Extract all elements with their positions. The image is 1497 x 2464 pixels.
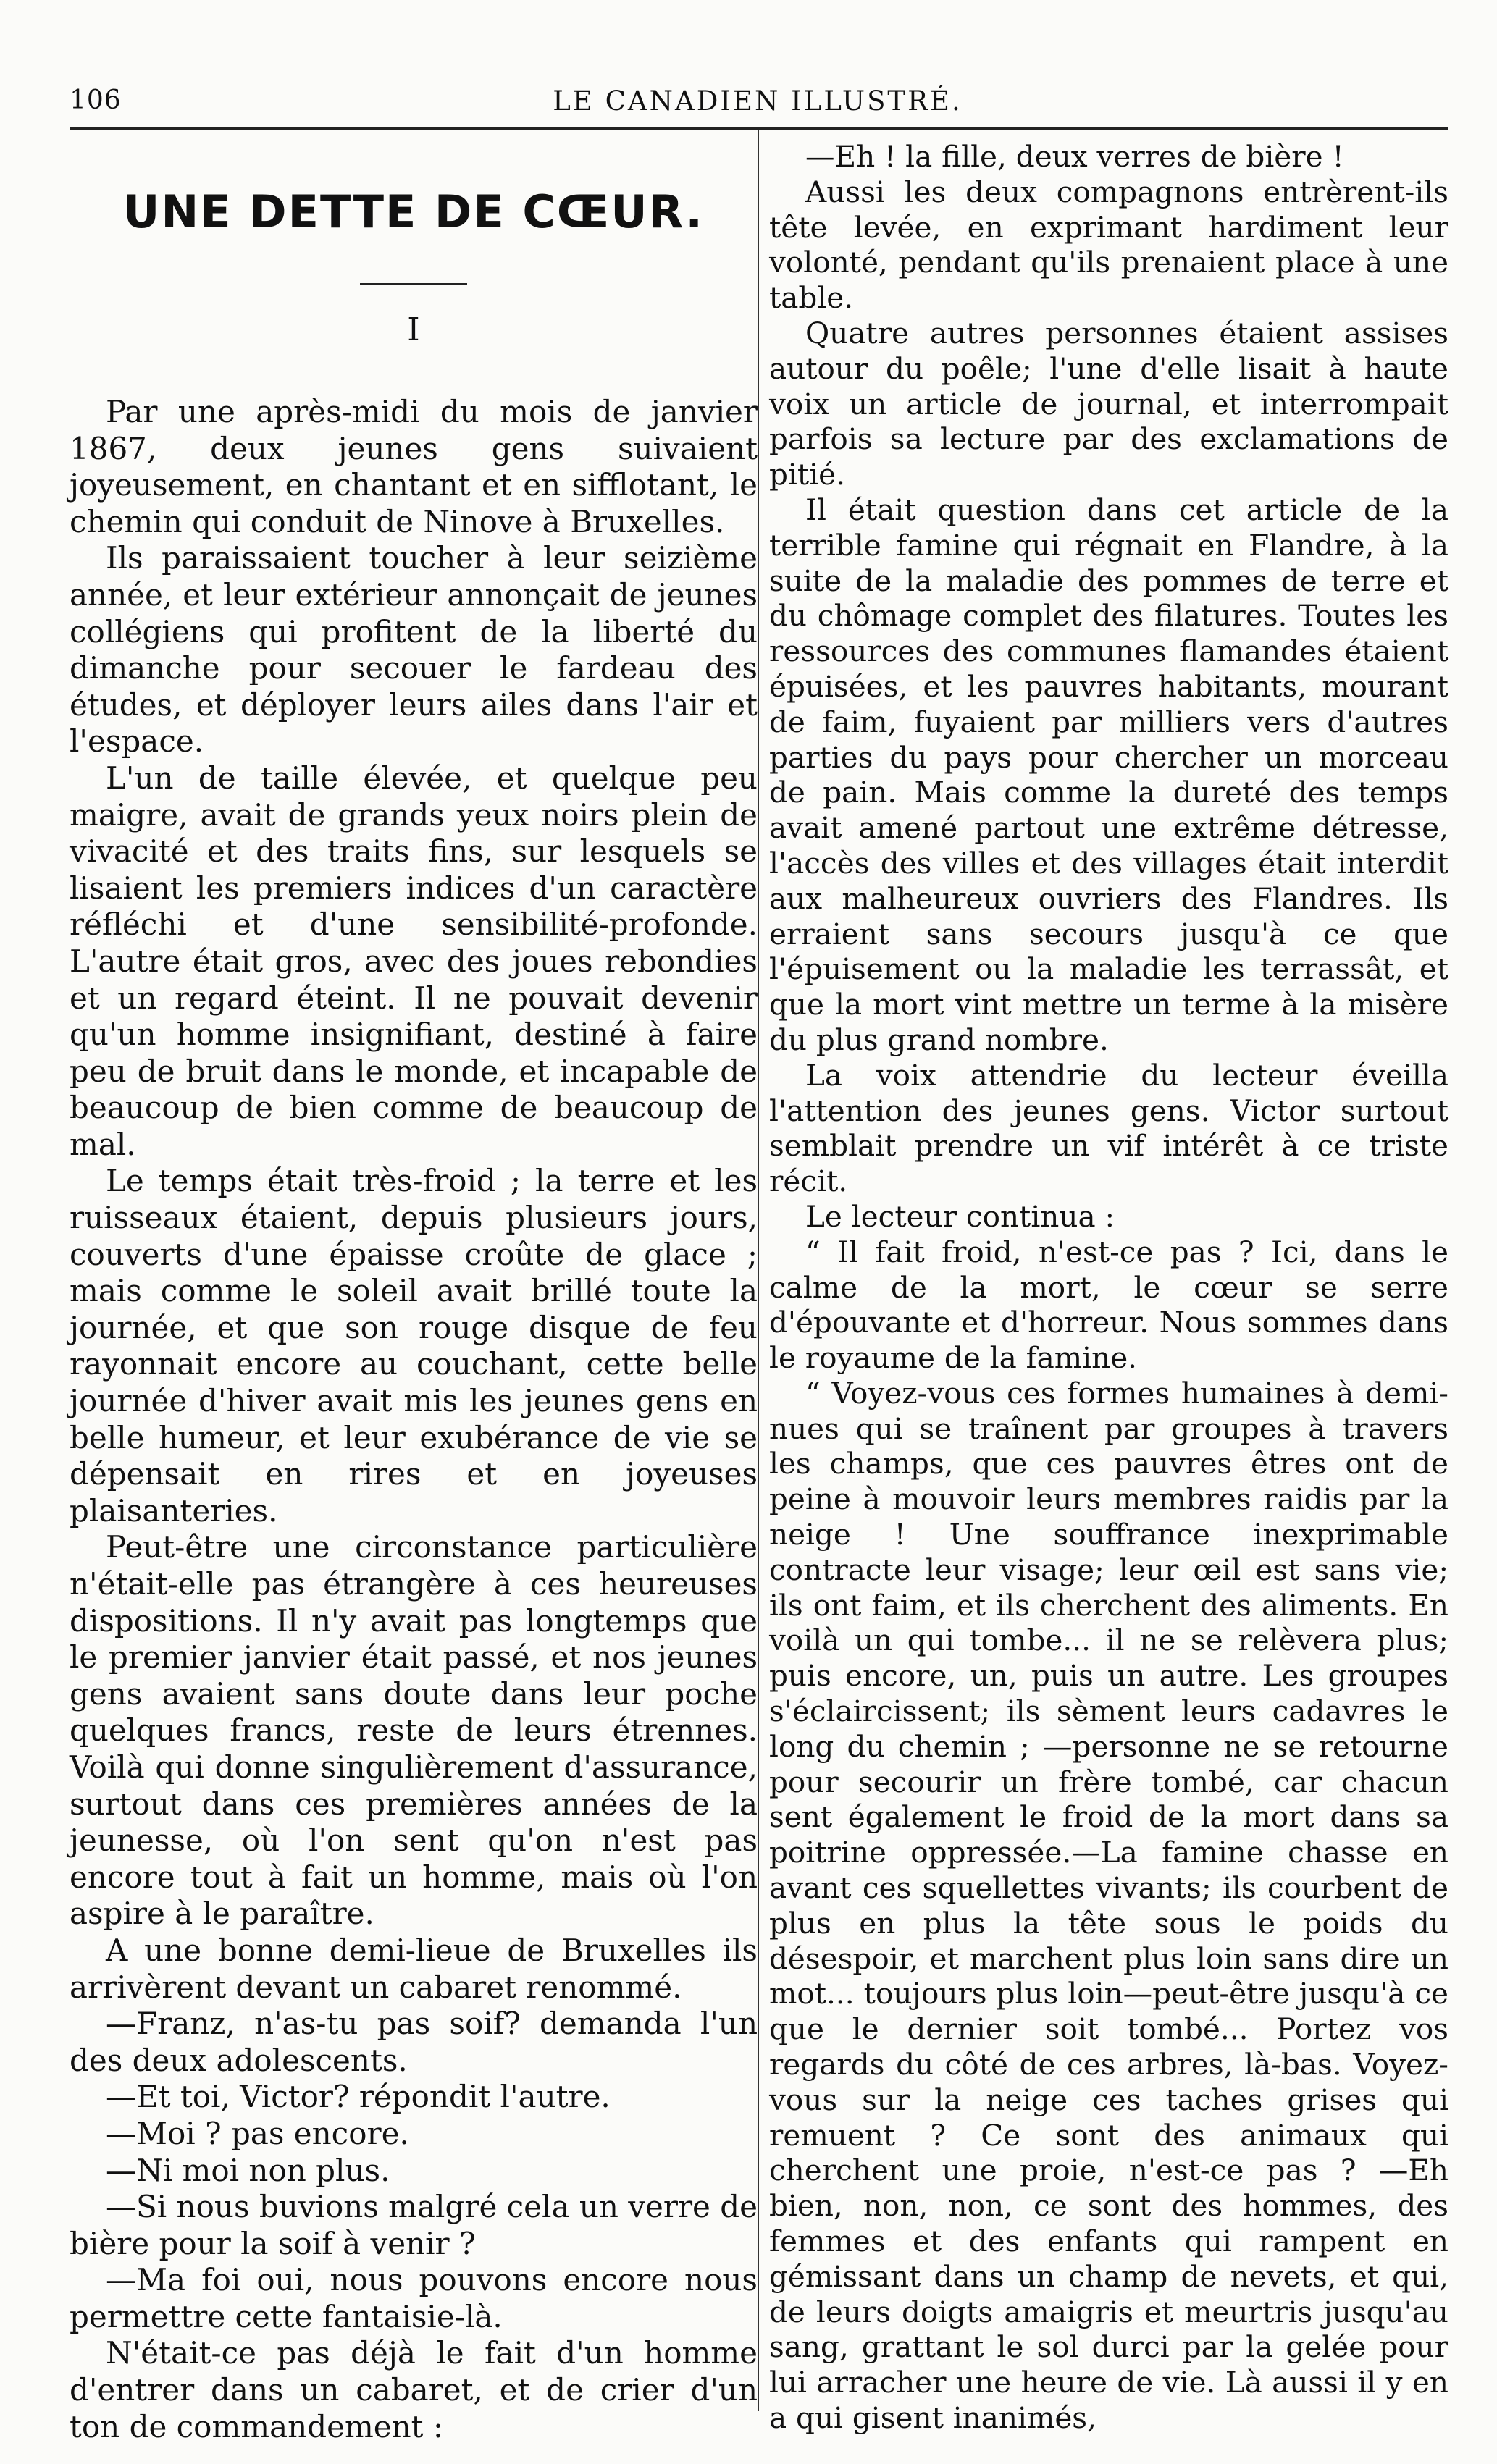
paragraph: A une bonne demi-lieue de Bruxelles ils arrivèrent devant un cabaret renommé. bbox=[70, 1932, 758, 2005]
column-divider bbox=[758, 130, 759, 2411]
paragraph: La voix attendrie du lecteur éveilla l'attention des jeunes gens. Victor surtout semblait prendre un vif intérêt à ce triste récit. bbox=[769, 1057, 1448, 1199]
paragraph: Ils paraissaient toucher à leur seizième année, et leur extérieur annonçait de jeunes collégiens qui profitent de la liberté du dimanche pour secouer le fardeau des études, et déployer leurs ailes dans l'air et l'espace. bbox=[70, 540, 758, 760]
dialogue-line: —Ni moi non plus. bbox=[106, 2152, 390, 2188]
dialogue-line: —Si nous buvions malgré cela un verre de bière pour la soif à venir ? bbox=[70, 2189, 758, 2261]
publication-title: LE CANADIEN ILLUSTRÉ. bbox=[553, 85, 963, 117]
paragraph: Par une après-midi du mois de janvier 1867, deux jeunes gens suivaient joyeusement, en chantant et en sifflotant, le chemin qui conduit de Ninove à Bruxelles. bbox=[70, 394, 758, 539]
paragraph: Aussi les deux compagnons entrèrent-ils tête levée, en exprimant hardiment leur volonté, pendant qu'ils prenaient place à une table. bbox=[769, 174, 1448, 316]
paragraph: Quatre autres personnes étaient assises autour du poêle; l'une d'elle lisait à haute voix un article de journal, et interrompait parfois sa lecture par des exclamations de pitié. bbox=[769, 315, 1448, 492]
article-title: UNE DETTE DE CŒUR. bbox=[123, 185, 704, 238]
paragraph: L'un de taille élevée, et quelque peu maigre, avait de grands yeux noirs plein de vivacité et des traits fins, sur lesquels se lisaient les premiers indices d'un caractère réfléchi et d'une sensibilité-profonde. L'autre était gros, avec des joues rebondies et un regard éteint. Il ne pouvait devenir qu'un homme insignifiant, destiné à faire peu de bruit dans le monde, et incapable de beaucoup de bien comme de beaucoup de mal. bbox=[70, 760, 758, 1162]
dialogue-line: —Eh ! la fille, deux verres de bière ! bbox=[805, 139, 1344, 174]
paragraph: Peut-être une circonstance particulière n'était-elle pas étrangère à ces heureuses dispositions. Il n'y avait pas longtemps que le premier janvier était passé, et nos jeunes gens avaient sans doute dans leur poche quelques francs, reste de leurs étrennes. Voilà qui donne singulièrement d'assurance, surtout dans ces premières années de la jeunesse, où l'on sent qu'on n'est pas encore tout à fait un homme, mais où l'on aspire à le paraître. bbox=[70, 1529, 758, 1932]
dialogue-line: —Moi ? pas encore. bbox=[106, 2115, 409, 2151]
page-header bbox=[70, 85, 1446, 129]
paragraph: Le temps était très-froid ; la terre et les ruisseaux étaient, depuis plusieurs jours, couverts d'une épaisse croûte de glace ; mais comme le soleil avait brillé toute la journée, et que son rouge disque de feu rayonnait encore au couchant, cette belle journée d'hiver avait mis les jeunes gens en belle humeur, et leur exubérance de vie se dépensait en rires et en joyeuses plaisanteries. bbox=[70, 1163, 758, 1529]
dialogue-line: —Franz, n'as-tu pas soif? demanda l'un des deux adolescents. bbox=[70, 2006, 758, 2078]
quoted-paragraph: “ Voyez-vous ces formes humaines à demi-nues qui se traînent par groupes à travers les champs, que ces pauvres êtres ont de peine à mouvoir leurs membres raidis par la neige ! Une souffrance inexprimable contracte leur visage; leur œil est sans vie; ils ont faim, et ils cherchent des aliments. En voilà un qui tombe... il ne se relèvera plus; puis encore, un, puis un autre. Les groupes s'éclaircissent; ils sèment leurs cadavres le long du chemin ; —personne ne se retourne pour secourir un frère tombé, car chacun sent également le froid de la mort dans sa poitrine oppressée.—La famine chasse en avant ces squellettes vivants; ils courbent de plus en plus la tête sous le poids du désespoir, et marchent plus loin sans dire un mot... toujours plus loin—peut-être jusqu'à ce que le dernier soit tombé... Portez vos regards du côté de ces arbres, là-bas. Voyez-vous sur la neige ces taches grises qui remuent ? Ce sont des animaux qui cherchent une proie, n'est-ce pas ? —Eh bien, non, non, ce sont des hommes, des femmes et des enfants qui rampent en gémissant dans un champ de nevets, et qui, de leurs doigts amaigris et meurtris jusqu'au sang, grattant le sol durci par la gelée pour lui arracher une heure de vie. Là aussi il y en a qui gisent inanimés, bbox=[769, 1375, 1448, 2435]
right-column bbox=[769, 139, 1448, 2436]
paragraph: Le lecteur continua : bbox=[805, 1198, 1115, 1234]
left-column bbox=[70, 134, 758, 2445]
chapter-number: I bbox=[407, 311, 420, 348]
page-number: 106 bbox=[70, 85, 122, 115]
dialogue-line: —Et toi, Victor? répondit l'autre. bbox=[106, 2079, 611, 2115]
paragraph: Il était question dans cet article de la terrible famine qui régnait en Flandre, à la suite de la maladie des pommes de terre et du chômage complet des filatures. Toutes les ressources des communes flamandes étaient épuisées, et les pauvres habitants, mourant de faim, fuyaient par milliers vers d'autres parties du pays pour chercher un morceau de pain. Mais comme la dureté des temps avait amené partout une extrême détresse, l'accès des villes et des villages était interdit aux malheureux ouvriers des Flandres. Ils erraient sans secours jusqu'à ce que l'épuisement ou la maladie les terrassât, et que la mort vint mettre un terme à la misère du plus grand nombre. bbox=[769, 492, 1448, 1057]
title-rule bbox=[360, 283, 467, 285]
dialogue-line: —Ma foi oui, nous pouvons encore nous permettre cette fantaisie-là. bbox=[70, 2262, 758, 2334]
quoted-paragraph: “ Il fait froid, n'est-ce pas ? Ici, dans le calme de la mort, le cœur se serre d'épouvante et d'horreur. Nous sommes dans le royaume de la famine. bbox=[769, 1234, 1448, 1376]
header-rule bbox=[70, 127, 1448, 130]
paragraph: N'était-ce pas déjà le fait d'un homme d'entrer dans un cabaret, et de crier d'un ton de commandement : bbox=[70, 2335, 758, 2444]
